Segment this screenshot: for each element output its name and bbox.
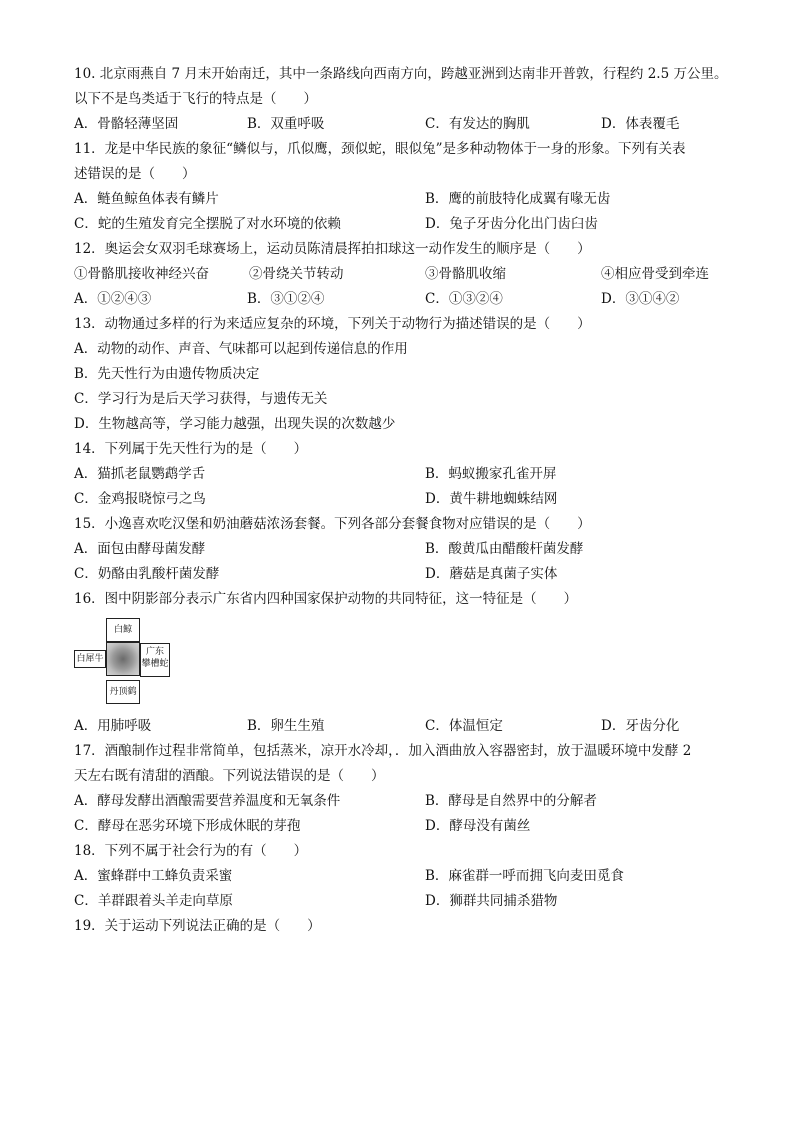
q11-stem-line1: 11．龙是中华民族的象征“鳞似与，爪似鹰，颈似蛇，眼似兔”是多种动物体于一身的形象。下列有关表: [74, 141, 686, 157]
q10-stem-line1: 10. 北京雨燕自 7 月末开始南迁，其中一条路线向西南方向，跨越亚洲到达南非开普敦，行程约 2.5 万公里。: [74, 66, 728, 82]
q17-option-c: C．酵母在恶劣环境下形成休眠的芽孢: [74, 818, 301, 834]
q17-option-d: D．酵母没有菌丝: [425, 818, 531, 834]
diagram-box-top: 白鲸: [106, 618, 140, 642]
q13-option-b: B．先天性行为由遗传物质决定: [74, 366, 260, 382]
q17-stem-line1: 17．酒酿制作过程非常简单，包括蒸米，凉开水冷却，．加入酒曲放入容器密封，放于温暖环境中发酵 2: [74, 743, 692, 759]
q11-stem-line2: 述错误的是（ ）: [74, 166, 196, 182]
q12-step-3: ③骨骼肌收缩: [425, 266, 506, 282]
diagram-box-left: 白犀牛: [74, 650, 106, 668]
q18-stem-line1: 18．下列不属于社会行为的有（ ）: [74, 843, 308, 859]
q14-option-d: D．黄牛耕地蜘蛛结网: [425, 491, 558, 507]
q12-option-b: B．③①②④: [247, 291, 325, 307]
q15-stem-line1: 15．小逸喜欢吃汉堡和奶油蘑菇浓汤套餐。下列各部分套餐食物对应错误的是（ ）: [74, 516, 591, 532]
q14-option-c: C．金鸡报晓惊弓之鸟: [74, 491, 206, 507]
q14-option-a: A．猫抓老鼠鹦鹉学舌: [74, 466, 206, 482]
q19-stem-line1: 19．关于运动下列说法正确的是（ ）: [74, 918, 321, 934]
diagram-box-right: 广东 攀槽蛇: [140, 643, 170, 677]
q10-option-b: B．双重呼吸: [247, 116, 325, 132]
q12-stem-line1: 12．奥运会女双羽毛球赛场上，运动员陈清晨挥拍扣球这一动作发生的顺序是（ ）: [74, 241, 591, 257]
q10-option-c: C．有发达的胸肌: [425, 116, 530, 132]
q12-step-2: ②骨绕关节转动: [249, 266, 344, 282]
q11-option-c: C．蛇的生殖发育完全摆脱了对水环境的依赖: [74, 216, 341, 232]
q12-step-4: ④相应骨受到牵连: [601, 266, 709, 282]
q17-stem-line2: 天左右既有清甜的酒酿。下列说法错误的是（ ）: [74, 768, 385, 784]
q10-stem-line2: 以下不是鸟类适于飞行的特点是（ ）: [74, 91, 317, 107]
q11-option-b: B．鹰的前肢特化成翼有喙无齿: [425, 191, 611, 207]
q16-venn-diagram: [74, 618, 170, 706]
q15-option-a: A．面包由酵母菌发酵: [74, 541, 206, 557]
q10-option-a: A．骨骼轻薄坚固: [74, 116, 179, 132]
q12-option-d: D．③①④②: [601, 291, 680, 307]
q18-option-d: D．狮群共同捕杀猎物: [425, 893, 558, 909]
shared-feature-shaded-area: [106, 642, 140, 676]
q13-stem-line1: 13．动物通过多样的行为来适应复杂的环境，下列关于动物行为描述错误的是（ ）: [74, 316, 591, 332]
q17-option-a: A．酵母发酵出酒酿需要营养温度和无氧条件: [74, 793, 341, 809]
q17-option-b: B．酵母是自然界中的分解者: [425, 793, 597, 809]
q16-stem-line1: 16．图中阴影部分表示广东省内四种国家保护动物的共同特征，这一特征是（ ）: [74, 591, 578, 607]
q13-option-a: A．动物的动作、声音、气味都可以起到传递信息的作用: [74, 341, 408, 357]
q14-option-b: B．蚂蚁搬家孔雀开屏: [425, 466, 557, 482]
diagram-box-bottom: 丹顶鹤: [106, 680, 140, 704]
q18-option-c: C．羊群跟着头羊走向草原: [74, 893, 233, 909]
q16-option-b: B．卵生生殖: [247, 718, 325, 734]
q18-option-b: B．麻雀群一呼而拥飞向麦田觅食: [425, 868, 624, 884]
q10-option-d: D．体表覆毛: [601, 116, 680, 132]
q16-option-c: C．体温恒定: [425, 718, 503, 734]
q18-option-a: A．蜜蜂群中工蜂负责采蜜: [74, 868, 233, 884]
q16-option-a: A．用肺呼吸: [74, 718, 152, 734]
q12-option-a: A．①②④③: [74, 291, 152, 307]
q15-option-c: C．奶酪由乳酸杆菌发酵: [74, 566, 220, 582]
q15-option-b: B．酸黄瓜由醋酸杆菌发酵: [425, 541, 584, 557]
q11-option-d: D．兔子牙齿分化出门齿臼齿: [425, 216, 598, 232]
q16-option-d: D．牙齿分化: [601, 718, 680, 734]
q11-option-a: A．鲢鱼鲸鱼体表有鳞片: [74, 191, 219, 207]
q14-stem-line1: 14．下列属于先天性行为的是（ ）: [74, 441, 308, 457]
q12-step-1: ①骨骼肌接收神经兴奋: [74, 266, 209, 282]
q12-option-c: C．①③②④: [425, 291, 503, 307]
q15-option-d: D．蘑菇是真菌子实体: [425, 566, 558, 582]
q13-option-c: C．学习行为是后天学习获得，与遗传无关: [74, 391, 328, 407]
q13-option-d: D．生物越高等，学习能力越强，出现失误的次数越少: [74, 416, 396, 432]
